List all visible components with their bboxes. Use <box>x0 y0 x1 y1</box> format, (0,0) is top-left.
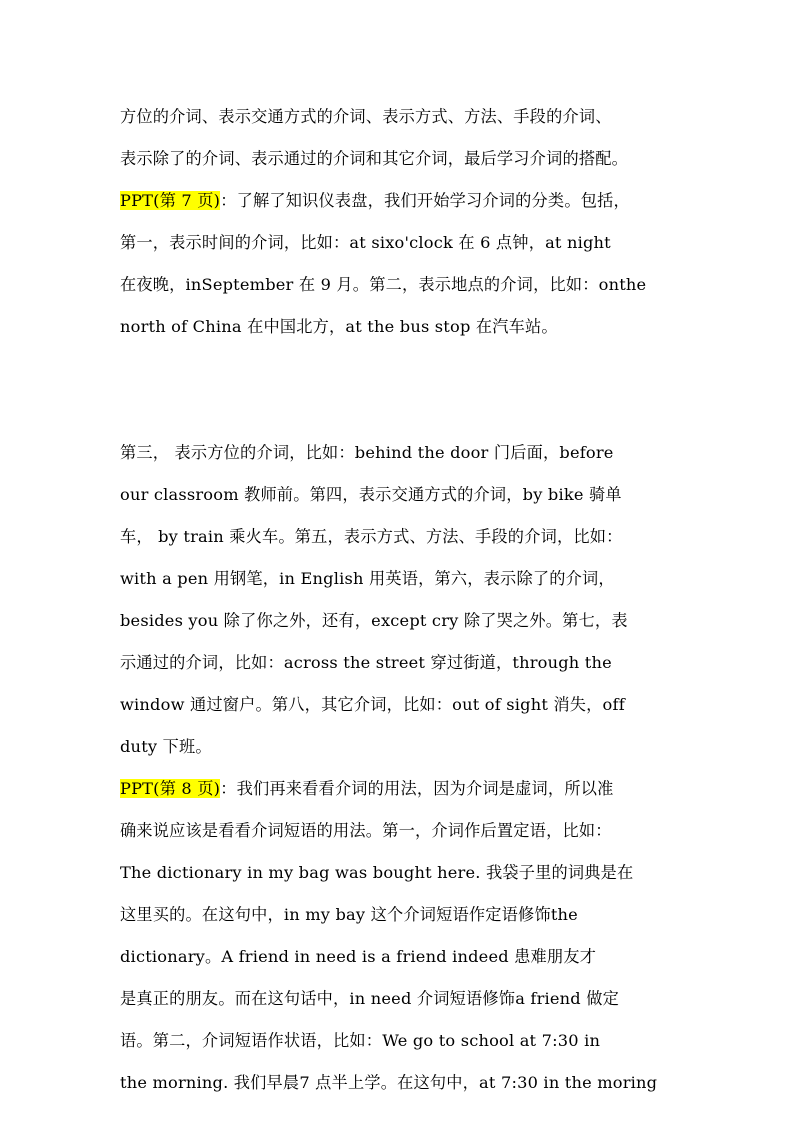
text-line: 第一，表示时间的介词，比如：at sixo'clock 在 6 点钟，at night <box>120 233 611 252</box>
text-line: with a pen 用钢笔，in English 用英语，第六，表示除了的介词， <box>120 569 615 588</box>
text-line: 表示除了的介词、表示通过的介词和其它介词，最后学习介词的搭配。 <box>120 149 629 168</box>
text-line: 这里买的。在这句中，in my bay 这个介词短语作定语修饰the <box>120 905 578 924</box>
text-line: 车， by train 乘火车。第五，表示方式、方法、手段的介词，比如： <box>120 527 623 546</box>
text-line: 在夜晚，inSeptember 在 9 月。第二，表示地点的介词，比如：onthe <box>120 275 647 294</box>
text-line: 方位的介词、表示交通方式的介词、表示方式、方法、手段的介词、 <box>120 107 612 126</box>
text-line: 确来说应该是看看介词短语的用法。第一，介词作后置定语，比如： <box>120 821 612 840</box>
text-line: north of China 在中国北方，at the bus stop 在汽车站。 <box>120 317 558 336</box>
text-line: 语。第二，介词短语作状语，比如：We go to school at 7:30 in <box>120 1031 601 1050</box>
text-line: 是真正的朋友。而在这句话中，in need 介词短语修饰a friend 做定 <box>120 989 619 1008</box>
text-line: window 通过窗户。第八，其它介词，比如：out of sight 消失，off <box>120 695 625 714</box>
text-line: besides you 除了你之外，还有，except cry 除了哭之外。第七，表 <box>120 611 628 630</box>
text-line: our classroom 教师前。第四，表示交通方式的介词，by bike 骑单 <box>120 485 622 504</box>
text-line: PPT(第 8 页)：我们再来看看介词的用法，因为介词是虚词，所以准 <box>120 779 614 798</box>
text-line: PPT(第 7 页)：了解了知识仪表盘，我们开始学习介词的分类。包括， <box>120 191 630 210</box>
text-line: dictionary。A friend in need is a friend indeed 患难朋友才 <box>120 947 597 966</box>
text-line: 示通过的介词，比如：across the street 穿过街道，through the <box>120 653 612 672</box>
text-line: duty 下班。 <box>120 737 212 756</box>
text-line: the morning. 我们早晨7 点半上学。在这句中，at 7:30 in the moring <box>120 1073 658 1092</box>
ppt-page-marker: PPT(第 7 页) <box>120 191 221 210</box>
ppt-page-marker: PPT(第 8 页) <box>120 779 221 798</box>
text-line: 第三， 表示方位的介词，比如：behind the door 门后面，before <box>120 443 614 462</box>
text-line: The dictionary in my bag was bought here. 我袋子里的词典是在 <box>120 863 634 882</box>
